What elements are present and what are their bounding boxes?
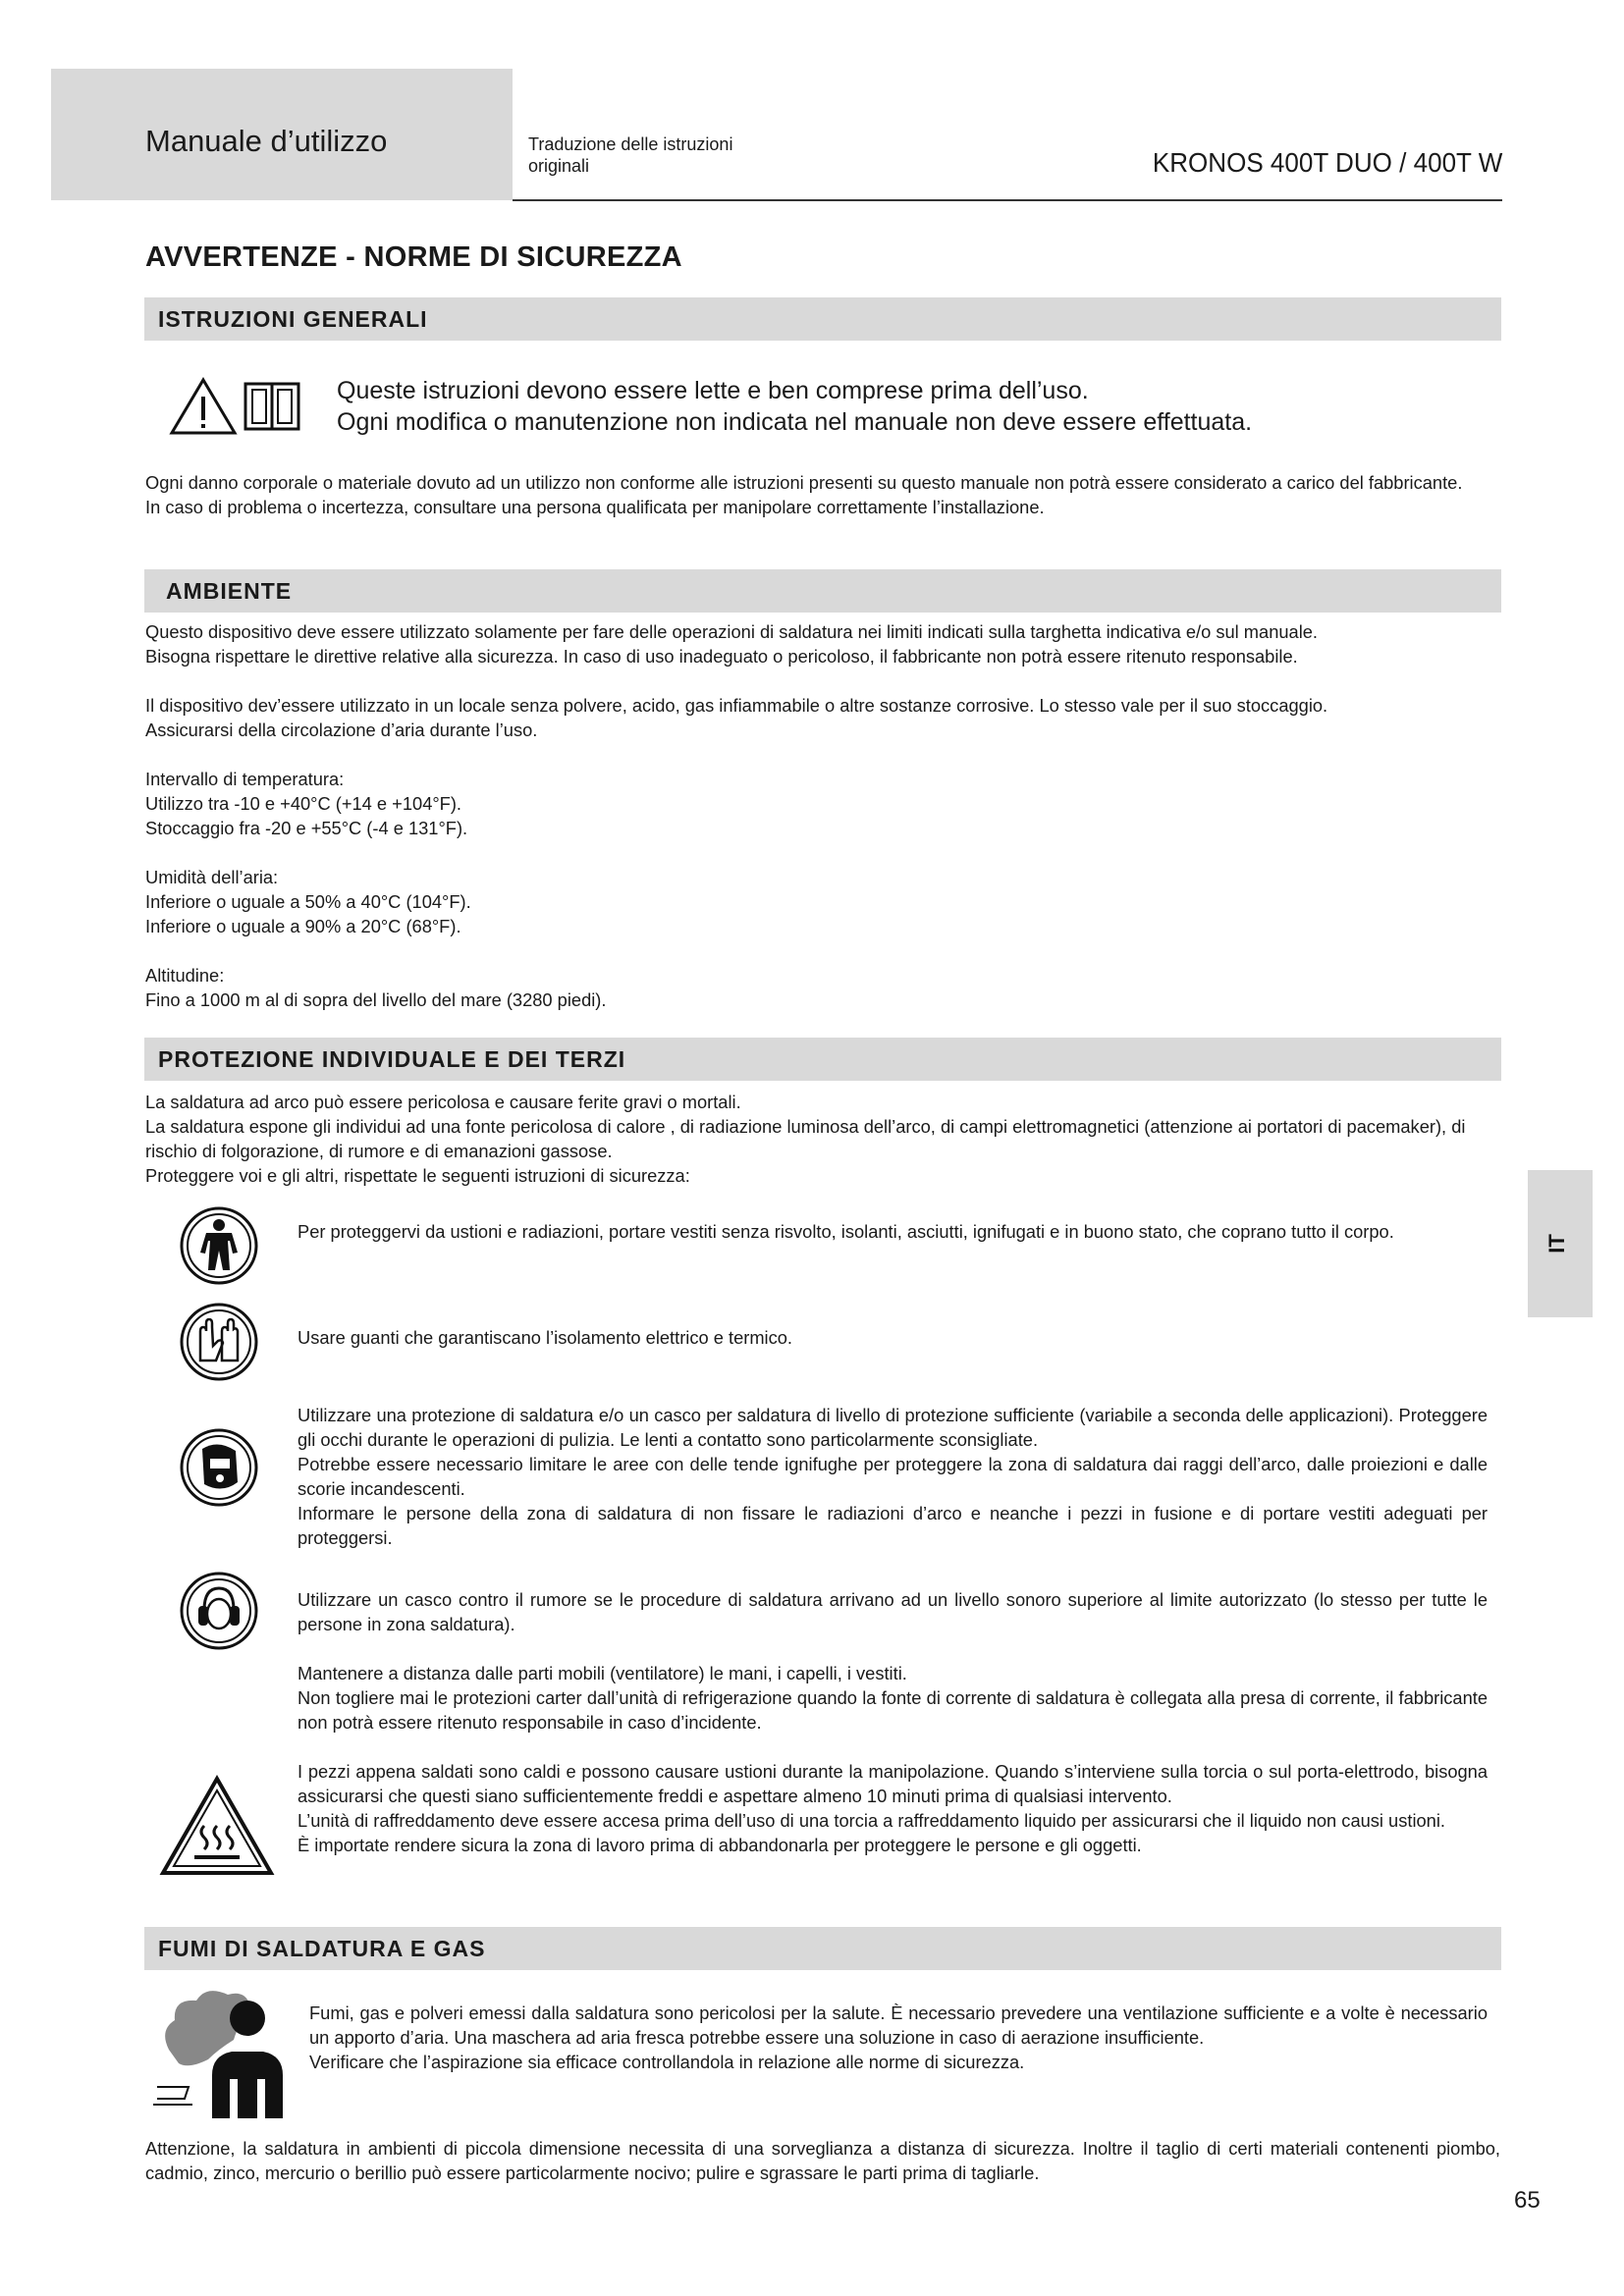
altitude-1: Fino a 1000 m al di sopra del livello del mare (3280 piedi). — [145, 989, 607, 1010]
noise-text: Utilizzare un casco contro il rumore se le procedure di saldatura arrivano ad un livello sonoro superiore al limite autorizzato (lo stesso per tutte le persone in zona saldatura). — [298, 1589, 1488, 1634]
section-environment-bar — [144, 569, 1501, 613]
environment-text — [145, 619, 1500, 1012]
general-p1: Ogni danno corporale o materiale dovuto ad un utilizzo non conforme alle istruzioni presenti su questo manuale non potrà essere considerato a carico del fabbricante. — [145, 472, 1463, 493]
main-title: AVVERTENZE - NORME DI SICUREZZA — [145, 241, 682, 273]
humidity-1: Inferiore o uguale a 50% a 40°C (104°F). — [145, 891, 471, 912]
moving-parts-text — [298, 1661, 1488, 1735]
protection-intro2: La saldatura espone gli individui ad una fonte pericolosa di calore , di radiazione luminosa dell’arco, di campi elettromagnetici (attenzione ai portatori di pacemaker), di rischio di folgorazione, di rumore e di emanazioni gassose. — [145, 1116, 1466, 1161]
page-number: 65 — [1514, 2187, 1541, 2214]
protection-intro — [145, 1090, 1500, 1188]
clothing-text: Per proteggervi da ustioni e radiazioni, portare vestiti senza risvolto, isolanti, asciutti, ignifugati e in buono stato, che coprano tutto il corpo. — [298, 1221, 1394, 1242]
section-protection-title: PROTEZIONE INDIVIDUALE E DEI TERZI — [158, 1046, 626, 1072]
general-warning-text — [337, 375, 1495, 438]
environment-p2b: Assicurarsi della circolazione d’aria durante l’uso. — [145, 720, 538, 740]
protection-intro3: Proteggere voi e gli altri, rispettate le seguenti istruzioni di sicurezza: — [145, 1165, 690, 1186]
hot-surface-warning-icon — [159, 1775, 275, 1877]
fumes-p3: Attenzione, la saldatura in ambienti di piccola dimensione necessita di una sorveglianza a distanza di sicurezza. Inoltre il taglio di certi materiali contenenti piombo, cadmio, zinco, mercurio o berillio può essere particolarmente nocivo; pulire e sgrassare le parti prima di tagliarle. — [145, 2138, 1500, 2183]
fumes-p2: Verificare che l’aspirazione sia efficace controllandola in relazione alle norme di sicurezza. — [309, 2052, 1025, 2072]
hot-parts-text — [298, 1759, 1488, 1857]
moving-parts-2: Non togliere mai le protezioni carter dall’unità di refrigerazione quando la fonte di corrente di saldatura è collegata alla presa di corrente, il fabbricante non potrà essere ritenuto responsabile in caso d’incidente. — [298, 1687, 1488, 1733]
environment-p1b: Bisogna rispettare le direttive relative alla sicurezza. In caso di uso inadeguato o pericoloso, il fabbricante non potrà essere ritenuto responsabile. — [145, 646, 1298, 667]
humidity-label: Umidità dell’aria: — [145, 867, 279, 887]
general-warning-line2: Ogni modifica o manutenzione non indicata nel manuale non deve essere effettuata. — [337, 408, 1253, 436]
model-name: KRONOS 400T DUO / 400T W — [1152, 147, 1502, 178]
temperature-storage: Stoccaggio fra -20 e +55°C (-4 e 131°F). — [145, 818, 468, 838]
environment-p1a: Questo dispositivo deve essere utilizzato solamente per fare delle operazioni di saldatura nei limiti indicati sulla targhetta indicativa e/o sul manuale. — [145, 621, 1319, 642]
section-fumes-title: FUMI DI SALDATURA E GAS — [158, 1936, 486, 1961]
fumes-p1: Fumi, gas e polveri emessi dalla saldatura sono pericolosi per la salute. È necessario prevedere una ventilazione sufficiente e a volte è necessario un apporto d’aria. Una maschera ad aria fresca potrebbe essere una soluzione in caso di aerazione insufficiente. — [309, 2002, 1488, 2048]
translation-note-line2: originali — [528, 156, 590, 176]
gloves-icon — [179, 1302, 259, 1382]
temperature-use: Utilizzo tra -10 e +40°C (+14 e +104°F). — [145, 793, 462, 814]
translation-note — [528, 133, 823, 177]
hot-parts-3: È importate rendere sicura la zona di lavoro prima di abbandonarla per proteggere le persone e gli oggetti. — [298, 1835, 1142, 1855]
protective-clothing-icon — [179, 1205, 259, 1286]
fumes-text — [309, 2001, 1488, 2074]
language-tab-label: IT — [1543, 1234, 1569, 1254]
moving-parts-1: Mantenere a distanza dalle parti mobili (ventilatore) le mani, i capelli, i vestiti. — [298, 1663, 907, 1683]
language-tab — [1528, 1170, 1593, 1317]
environment-p2a: Il dispositivo dev’essere utilizzato in un locale senza polvere, acido, gas infiammabile o altre sostanze corrosive. Lo stesso vale per il suo stoccaggio. — [145, 695, 1328, 716]
hot-parts-1: I pezzi appena saldati sono caldi e possono causare ustioni durante la manipolazione. Quando s’interviene sulla torcia o sul porta-elettrodo, bisogna assicurarsi che questi siano sufficientemente freddi e aspettare almeno 10 minuti prima di qualsiasi intervento. — [298, 1761, 1488, 1806]
gloves-text: Usare guanti che garantiscano l’isolamento elettrico e termico. — [298, 1327, 793, 1348]
section-fumes-bar — [144, 1927, 1501, 1970]
temperature-label: Intervallo di temperatura: — [145, 769, 345, 789]
section-general-title: ISTRUZIONI GENERALI — [158, 306, 428, 332]
header-rule — [513, 199, 1502, 201]
manual-book-icon — [243, 379, 301, 434]
section-environment-title: AMBIENTE — [166, 578, 293, 604]
warning-triangle-icon — [169, 377, 238, 436]
welding-mask-icon — [179, 1427, 259, 1508]
humidity-2: Inferiore o uguale a 90% a 20°C (68°F). — [145, 916, 461, 936]
translation-note-line1: Traduzione delle istruzioni — [528, 134, 733, 154]
manual-title: Manuale d’utilizzo — [145, 124, 388, 158]
altitude-label: Altitudine: — [145, 965, 225, 986]
general-warning-line1: Queste istruzioni devono essere lette e ben comprese prima dell’uso. — [337, 377, 1089, 404]
mask-text — [298, 1403, 1488, 1550]
general-paragraphs — [145, 470, 1500, 519]
mask-text-2: Potrebbe essere necessario limitare le aree con delle tende ignifughe per proteggere la zona di saldatura dai raggi dell’arco, dalle proiezioni e dalle scorie incandescenti. — [298, 1454, 1488, 1499]
mask-text-3: Informare le persone della zona di saldatura di non fissare le radiazioni d’arco e neanche i pezzi in fusione e di portare vestiti adeguati per proteggersi. — [298, 1503, 1488, 1548]
section-protection-bar — [144, 1038, 1501, 1081]
general-p2: In caso di problema o incertezza, consultare una persona qualificata per manipolare correttamente l’installazione. — [145, 497, 1045, 517]
section-general-bar — [144, 297, 1501, 341]
welding-fumes-icon — [149, 1981, 297, 2118]
protection-intro1: La saldatura ad arco può essere pericolosa e causare ferite gravi o mortali. — [145, 1092, 741, 1112]
hot-parts-2: L’unità di raffreddamento deve essere accesa prima dell’uso di una torcia a raffreddamento liquido per assicurarsi che il liquido non causi ustioni. — [298, 1810, 1445, 1831]
ear-protection-icon — [179, 1571, 259, 1651]
mask-text-1: Utilizzare una protezione di saldatura e/o un casco per saldatura di livello di protezione sufficiente (variabile a seconda delle applicazioni). Proteggere gli occhi durante le operazioni di pulizia. Le lenti a contatto sono particolarmente sconsigliate. — [298, 1405, 1488, 1450]
